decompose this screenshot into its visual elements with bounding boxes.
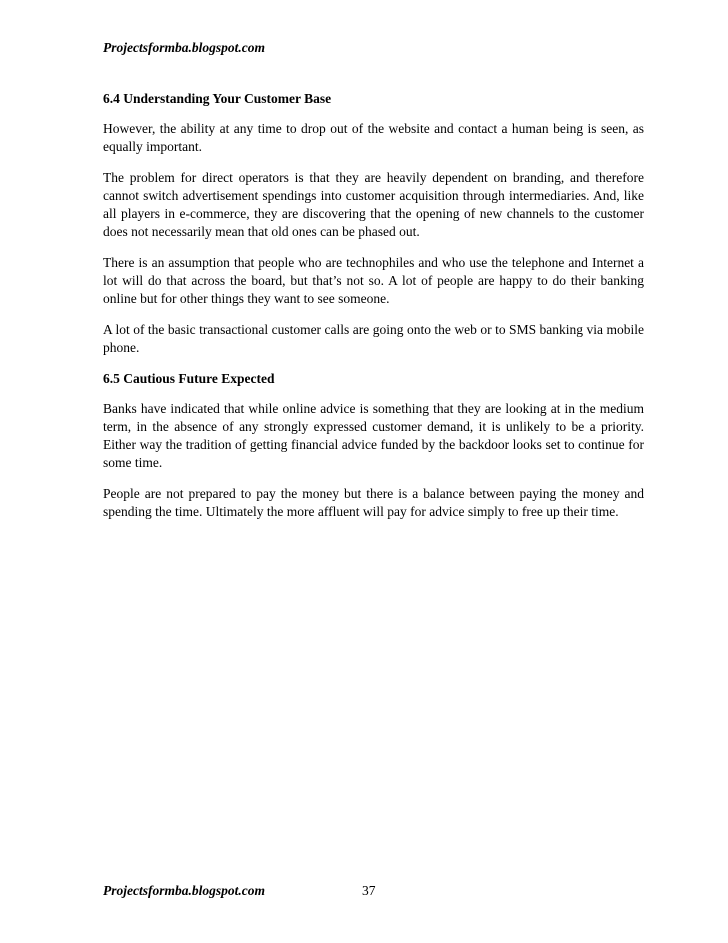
section-heading-6-5: 6.5 Cautious Future Expected xyxy=(103,371,275,386)
paragraph: The problem for direct operators is that they are heavily dependent on branding, and therefore cannot switch advertisement spendings into customer acquisition through intermediaries. And, like all players in e-commerce, they are discovering that the opening of new channels to the customer does not necessarily mean that old ones can be phased out. xyxy=(103,170,644,239)
paragraph: Banks have indicated that while online advice is something that they are looking at in the medium term, in the absence of any strongly expressed customer demand, it is unlikely to be a priority. Either way the tradition of getting financial advice funded by the backdoor looks set to continue for some time. xyxy=(103,401,644,470)
page-footer-site: Projectsformba.blogspot.com xyxy=(103,883,265,898)
paragraph: People are not prepared to pay the money but there is a balance between paying the money and spending the time. Ultimately the more affluent will pay for advice simply to free up their time. xyxy=(103,486,644,519)
paragraph: However, the ability at any time to drop out of the website and contact a human being is seen, as equally important. xyxy=(103,121,644,154)
section-heading-6-4: 6.4 Understanding Your Customer Base xyxy=(103,91,332,106)
paragraph: There is an assumption that people who are technophiles and who use the telephone and Internet a lot will do that across the board, but that’s not so. A lot of people are happy to do their banking online but for other things they want to see someone. xyxy=(103,255,644,306)
paragraph: A lot of the basic transactional customer calls are going onto the web or to SMS banking via mobile phone. xyxy=(103,322,644,355)
page-content xyxy=(103,90,644,534)
page-header: Projectsformba.blogspot.com xyxy=(103,40,265,55)
page-number: 37 xyxy=(362,883,376,898)
